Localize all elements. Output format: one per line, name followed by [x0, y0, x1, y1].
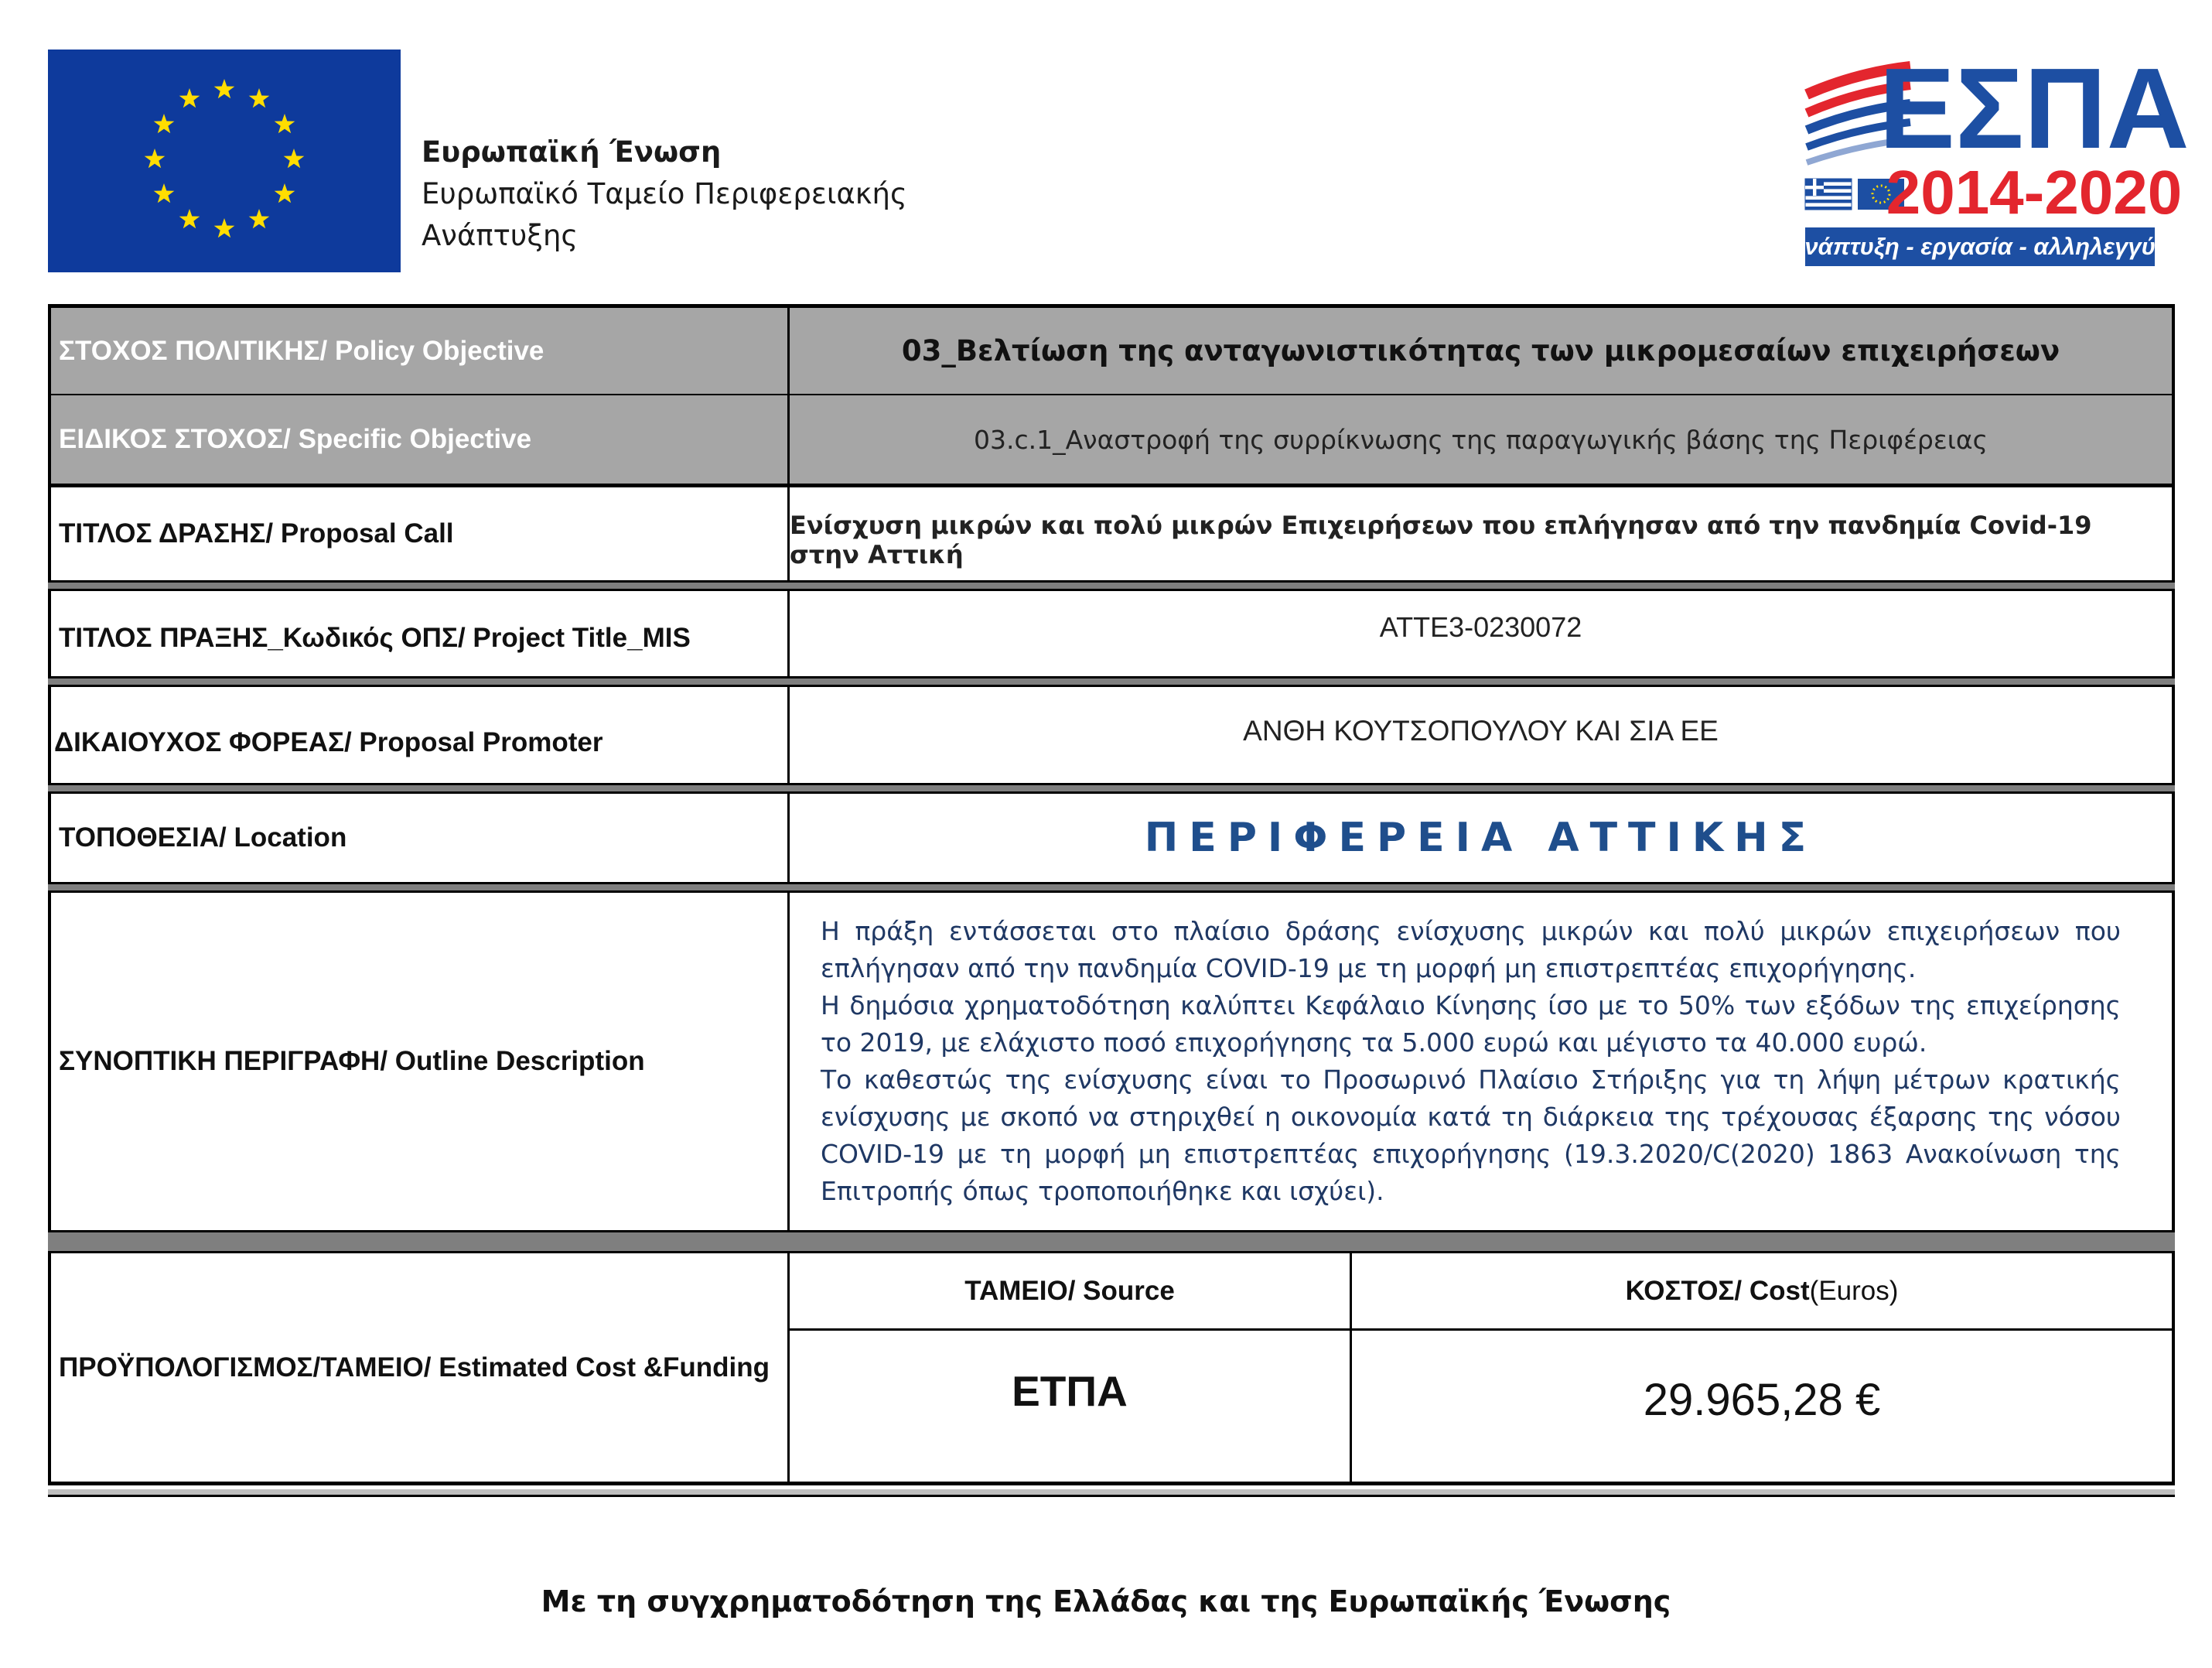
label-specific-objective: ΕΙΔΙΚΟΣ ΣΤΟΧΟΣ/ Specific Objective	[51, 395, 790, 484]
budget-table	[790, 1253, 2172, 1482]
value-location: ΠΕΡΙΦΕΡΕΙΑ ΑΤΤΙΚΗΣ	[1144, 815, 1818, 861]
eu-title: Ευρωπαϊκή Ένωση	[422, 135, 722, 169]
label-policy-objective: ΣΤΟΧΟΣ ΠΟΛΙΤΙΚΗΣ/ Policy Objective	[51, 308, 790, 394]
eu-fund-line1: Ευρωπαϊκό Ταμείο Περιφερειακής	[422, 177, 907, 210]
row-policy-objective	[48, 304, 2175, 395]
header-cost-unit: (Euros)	[1809, 1275, 1899, 1306]
value-source: ΕΤΠΑ	[790, 1331, 1352, 1482]
eu-flag-logo	[48, 50, 401, 272]
row-proposal-call	[48, 487, 2175, 580]
value-description	[790, 893, 2172, 1230]
description-paragraph: Το καθεστώς της ενίσχυσης είναι το Προσωρινό Πλαίσιο Στήριξης για τη λήψη μέτρων κρατικής ενίσχυσης με σκοπό να στηριχθεί η οικονομία κατά τη διάρκεια της τρέχουσας έξαρσης της νόσου COVID-19 με τη μορφή μη επιστρεπτέας επιχορήγησης (19.3.2020/C(2020) 1863 Ανακοίνωση της Επιτροπής όπως τροποποιήθηκε και ισχύει).	[821, 1065, 2121, 1206]
header-cost	[1352, 1253, 2172, 1331]
row-separator	[48, 1230, 2175, 1253]
espa-logo	[1790, 45, 2190, 269]
label-project-title: ΤΙΤΛΟΣ ΠΡΑΞΗΣ_Κωδικός ΟΠΣ/ Project Title_MIS	[51, 591, 790, 676]
value-project-title: ΑΤΤΕ3-0230072	[1379, 611, 1582, 643]
label-description: ΣΥΝΟΠΤΙΚΗ ΠΕΡΙΓΡΑΦΗ/ Outline Description	[51, 893, 790, 1230]
value-policy-objective: 03_Βελτίωση της ανταγωνιστικότητας των μικρομεσαίων επιχειρήσεων	[901, 334, 2060, 367]
espa-logo-text: ΕΣΠΑ	[1879, 45, 2190, 173]
row-location	[48, 794, 2175, 882]
eu-caption	[422, 132, 907, 257]
value-promoter: ΑΝΘΗ ΚΟΥΤΣΟΠΟΥΛΟΥ ΚΑΙ ΣΙΑ ΕΕ	[1243, 715, 1719, 747]
row-separator	[48, 1489, 2175, 1497]
description-paragraph: Η πράξη εντάσσεται στο πλαίσιο δράσης ενίσχυσης μικρών και πολύ μικρών επιχειρήσεων που επλήγησαν από την πανδημία COVID-19 με τη μορφή μη επιστρεπτέας επιχορήγησης.	[821, 916, 2121, 983]
row-separator	[48, 783, 2175, 794]
espa-swoosh-icon	[1790, 45, 2190, 269]
row-specific-objective	[48, 395, 2175, 487]
row-separator	[48, 676, 2175, 687]
greek-flag-icon	[1805, 179, 1852, 210]
espa-years: 2014-2020	[1886, 158, 2183, 227]
header-source: ΤΑΜΕΙΟ/ Source	[790, 1253, 1352, 1331]
row-separator	[48, 580, 2175, 591]
row-project-title	[48, 591, 2175, 676]
label-location: ΤΟΠΟΘΕΣΙΑ/ Location	[51, 794, 790, 882]
value-specific-objective: 03.c.1_Αναστροφή της συρρίκνωσης της παραγωγικής βάσης της Περιφέρειας	[973, 424, 1988, 455]
value-cost: 29.965,28 €	[1643, 1375, 1881, 1425]
eu-fund-line2: Ανάπτυξης	[422, 219, 579, 252]
value-proposal-call: Ενίσχυση μικρών και πολύ μικρών Επιχειρήσεων που επλήγησαν από την πανδημία Covid-19 στην Αττική	[790, 511, 2092, 569]
row-separator	[48, 882, 2175, 893]
row-budget	[48, 1253, 2175, 1485]
espa-slogan: ανάπτυξη - εργασία - αλληλεγγύη	[1790, 233, 2170, 260]
label-proposal-call: ΤΙΤΛΟΣ ΔΡΑΣΗΣ/ Proposal Call	[51, 487, 790, 580]
row-description	[48, 893, 2175, 1230]
header-cost-label: ΚΟΣΤΟΣ/ Cost	[1625, 1275, 1810, 1306]
row-promoter	[48, 687, 2175, 783]
description-paragraph: Η δημόσια χρηματοδότηση καλύπτει Κεφάλαιο Κίνησης ίσο με το 50% των εξόδων της επιχείρησης το 2019, με ελάχιστο ποσό επιχορήγησης τα 5.000 ευρώ και μέγιστο τα 40.000 ευρώ.	[821, 990, 2121, 1058]
eu-stars-icon	[48, 50, 401, 272]
label-promoter: ΔΙΚΑΙΟΥΧΟΣ ΦΟΡΕΑΣ/ Proposal Promoter	[51, 687, 790, 783]
cofinancing-footer: Με τη συγχρηματοδότηση της Ελλάδας και της Ευρωπαϊκής Ένωσης	[541, 1584, 1671, 1618]
label-budget: ΠΡΟΫΠΟΛΟΓΙΣΜΟΣ/ΤΑΜΕΙΟ/ Estimated Cost &Funding	[51, 1253, 790, 1482]
